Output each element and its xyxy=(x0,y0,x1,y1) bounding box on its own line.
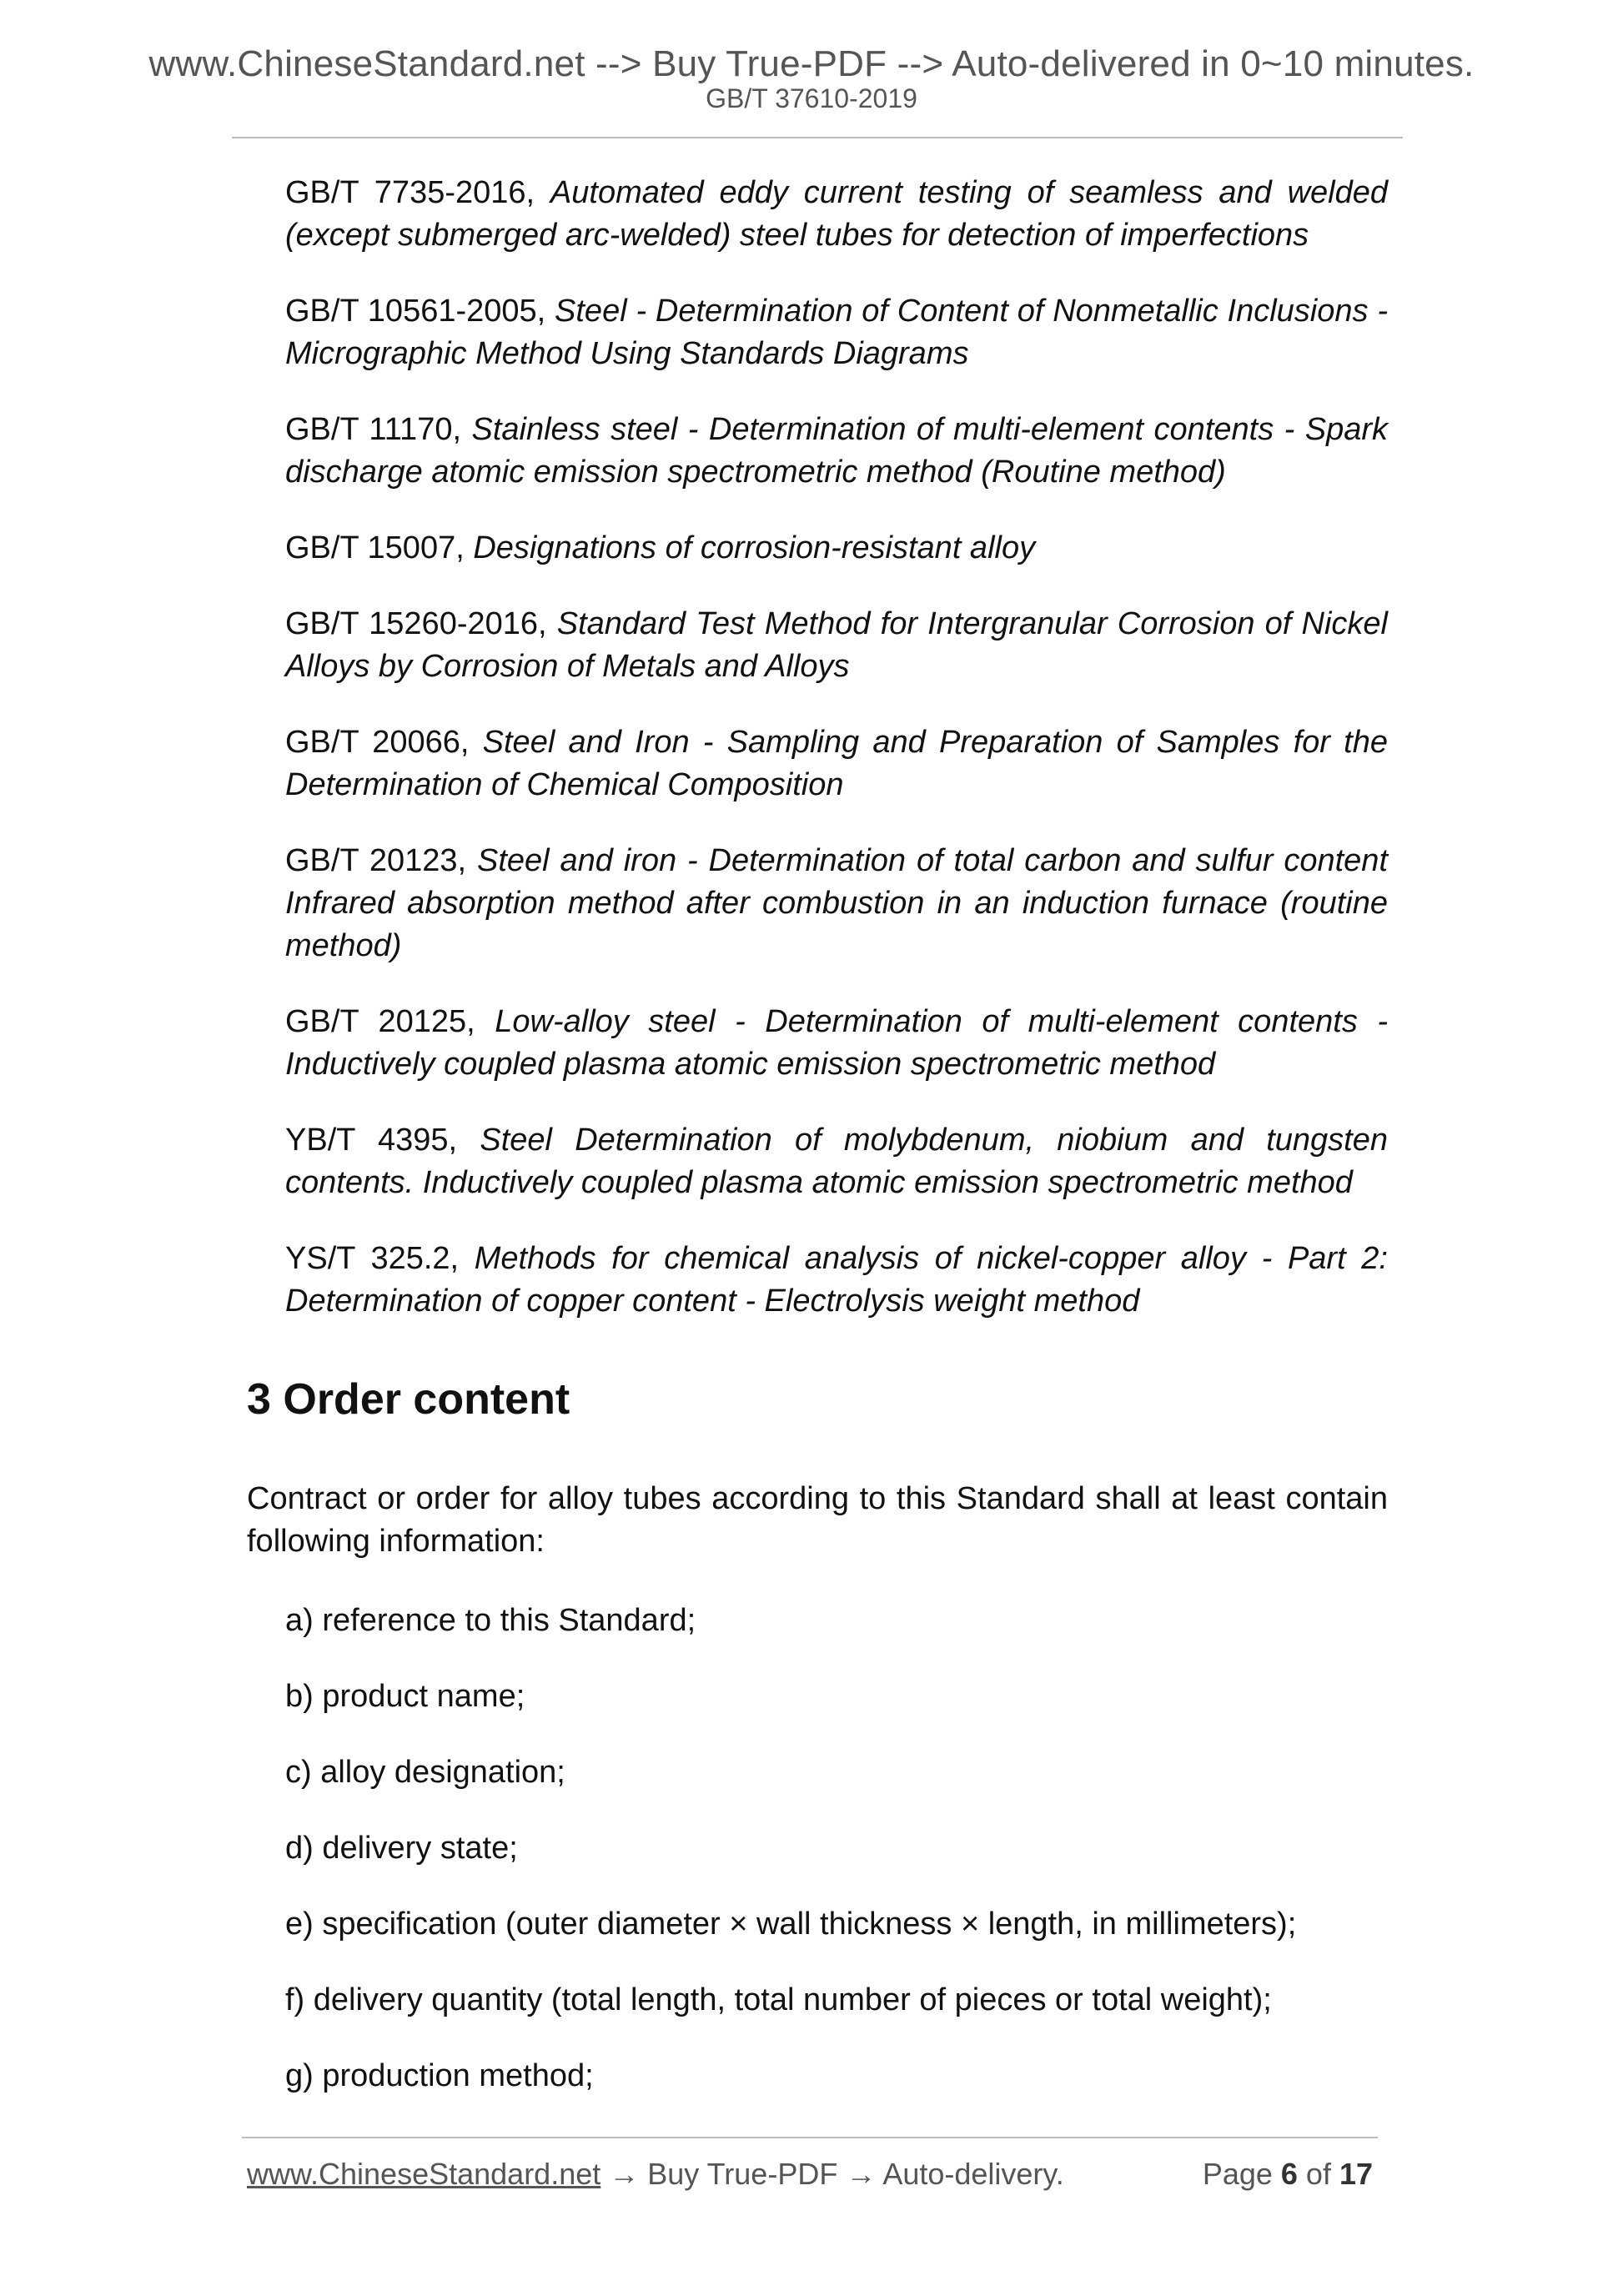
current-page: 6 xyxy=(1280,2157,1298,2191)
list-item: e) specification (outer diameter × wall thickness × length, in millimeters); xyxy=(285,1907,1297,1942)
reference-item xyxy=(285,840,1388,967)
page-label: Page xyxy=(1202,2157,1281,2191)
reference-item xyxy=(285,1001,1388,1086)
header-divider xyxy=(232,137,1403,138)
reference-code: GB/T 11170, xyxy=(285,412,472,447)
list-item: c) alloy designation; xyxy=(285,1755,565,1790)
reference-title: Steel and iron - Determination of total carbon and sulfur content Infrared absorption method after combustion in an induction furnace (routine method) xyxy=(285,843,1389,963)
total-pages: 17 xyxy=(1339,2157,1373,2191)
reference-item xyxy=(285,290,1388,375)
reference-code: GB/T 10561-2005, xyxy=(285,294,555,329)
reference-title: Designations of corrosion-resistant alloy xyxy=(473,530,1036,565)
list-item: a) reference to this Standard; xyxy=(285,1603,696,1638)
reference-item xyxy=(285,603,1388,688)
reference-item xyxy=(285,409,1388,494)
site-link[interactable]: www.ChineseStandard.net xyxy=(247,2157,601,2191)
document-id: GB/T 37610-2019 xyxy=(706,83,917,113)
reference-code: GB/T 20123, xyxy=(285,843,477,878)
reference-title: Steel - Determination of Content of Nonmetallic Inclusions - Micrographic Method Using Standards Diagrams xyxy=(285,294,1388,371)
footer-divider xyxy=(242,2137,1378,2138)
list-item: d) delivery state; xyxy=(285,1831,518,1866)
reference-code: GB/T 20066, xyxy=(285,725,483,760)
reference-title: Standard Test Method for Intergranular Corrosion of Nickel Alloys by Corrosion of Metals and Alloys xyxy=(285,606,1388,684)
reference-title: Steel Determination of molybdenum, niobium and tungsten contents. Inductively coupled plasma atomic emission spectrometric method xyxy=(285,1123,1388,1200)
list-item: g) production method; xyxy=(285,2058,594,2093)
order-content-list xyxy=(285,1600,1388,2131)
reference-code: YS/T 325.2, xyxy=(285,1241,475,1276)
section-heading: 3 Order content xyxy=(247,1375,570,1424)
reference-title: Automated eddy current testing of seamless and welded (except submerged arc-welded) steel tubes for detection of imperfections xyxy=(285,175,1389,253)
reference-item xyxy=(285,1119,1388,1204)
page-number xyxy=(1203,2157,1373,2192)
list-item: b) product name; xyxy=(285,1679,525,1714)
reference-code: YB/T 4395, xyxy=(285,1123,480,1158)
site-banner: www.ChineseStandard.net --> Buy True-PDF --> Auto-delivered in 0~10 minutes. xyxy=(148,43,1475,84)
reference-item xyxy=(285,721,1388,806)
of-label: of xyxy=(1297,2157,1339,2191)
reference-title: Steel and Iron - Sampling and Preparation of Samples for the Determination of Chemical Composition xyxy=(285,725,1388,802)
normative-references-list xyxy=(285,172,1388,1356)
reference-code: GB/T 15260-2016, xyxy=(285,606,557,641)
footer-tagline: → Buy True-PDF → Auto-delivery. xyxy=(600,2157,1064,2191)
reference-item xyxy=(285,1238,1388,1323)
reference-title: Methods for chemical analysis of nickel-copper alloy - Part 2: Determination of copper content - Electrolysis weight method xyxy=(285,1241,1388,1319)
reference-item xyxy=(285,172,1388,257)
page-footer xyxy=(247,2157,1373,2192)
reference-title: Low-alloy steel - Determination of multi-element contents - Inductively coupled plasma atomic emission spectrometric method xyxy=(285,1004,1389,1082)
reference-code: GB/T 20125, xyxy=(285,1004,495,1039)
reference-title: Stainless steel - Determination of multi-element contents - Spark discharge atomic emission spectrometric method (Routine method) xyxy=(285,412,1389,490)
reference-item xyxy=(285,527,1388,570)
list-item: f) delivery quantity (total length, total number of pieces or total weight); xyxy=(285,1982,1272,2017)
reference-code: GB/T 15007, xyxy=(285,530,474,565)
section-intro: Contract or order for alloy tubes according to this Standard shall at least contain following information: xyxy=(247,1481,1388,1559)
reference-code: GB/T 7735-2016, xyxy=(285,175,550,210)
